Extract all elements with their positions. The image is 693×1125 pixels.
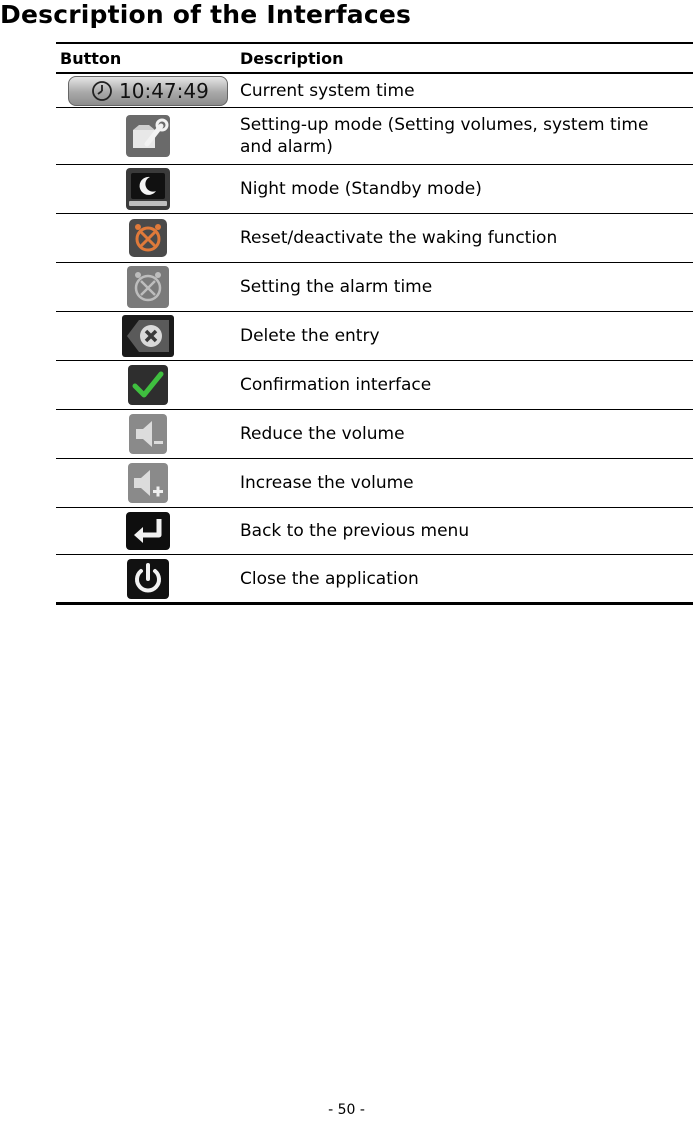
description-cell: Back to the previous menu [240, 521, 470, 541]
header-button: Button [60, 48, 122, 68]
button-cell [56, 413, 240, 455]
settings-wrench-icon [125, 114, 171, 158]
description-cell: Reduce the volume [240, 424, 405, 444]
table-row [56, 410, 693, 459]
description-cell: Reset/deactivate the waking function [240, 228, 558, 248]
night-mode-moon-icon [125, 167, 171, 211]
description-cell: Delete the entry [240, 326, 380, 346]
table-row [56, 263, 693, 312]
button-cell [56, 558, 240, 600]
table-row [56, 108, 693, 165]
button-cell [56, 218, 240, 258]
button-cell [56, 114, 240, 158]
checkmark-icon [127, 364, 169, 406]
description-cell: Setting the alarm time [240, 277, 433, 297]
interface-table [56, 42, 693, 605]
table-row [56, 165, 693, 214]
alarm-clock-icon [126, 265, 170, 309]
page-title: Description of the Interfaces [0, 0, 412, 29]
power-icon [126, 558, 170, 600]
clock-icon [91, 80, 113, 102]
volume-down-icon [128, 413, 168, 455]
description-cell: Close the application [240, 568, 419, 589]
table-row [56, 459, 693, 508]
table-row [56, 508, 693, 555]
description-cell: Setting-up mode (Setting volumes, system time and alarm) [240, 115, 649, 157]
description-cell: Confirmation interface [240, 375, 432, 395]
description-cell: Increase the volume [240, 473, 414, 493]
button-cell [56, 167, 240, 211]
button-cell [56, 314, 240, 358]
header-description: Description [240, 48, 344, 68]
clock-time-text: 10:47:49 [119, 78, 209, 103]
back-arrow-icon [125, 511, 171, 551]
button-cell [56, 76, 240, 106]
table-header [56, 42, 693, 74]
table-row [56, 555, 693, 605]
button-cell [56, 364, 240, 406]
clock-time-display-icon [68, 76, 228, 106]
alarm-reset-icon [128, 218, 168, 258]
button-cell [56, 265, 240, 309]
table-row [56, 74, 693, 108]
page-number: - 50 - [328, 1102, 365, 1118]
table-row [56, 214, 693, 263]
description-cell: Night mode (Standby mode) [240, 179, 482, 199]
description-cell: Current system time [240, 80, 415, 101]
table-row [56, 361, 693, 410]
button-cell [56, 511, 240, 551]
delete-x-icon [121, 314, 175, 358]
table-row [56, 312, 693, 361]
button-cell [56, 462, 240, 504]
volume-up-icon [127, 462, 169, 504]
